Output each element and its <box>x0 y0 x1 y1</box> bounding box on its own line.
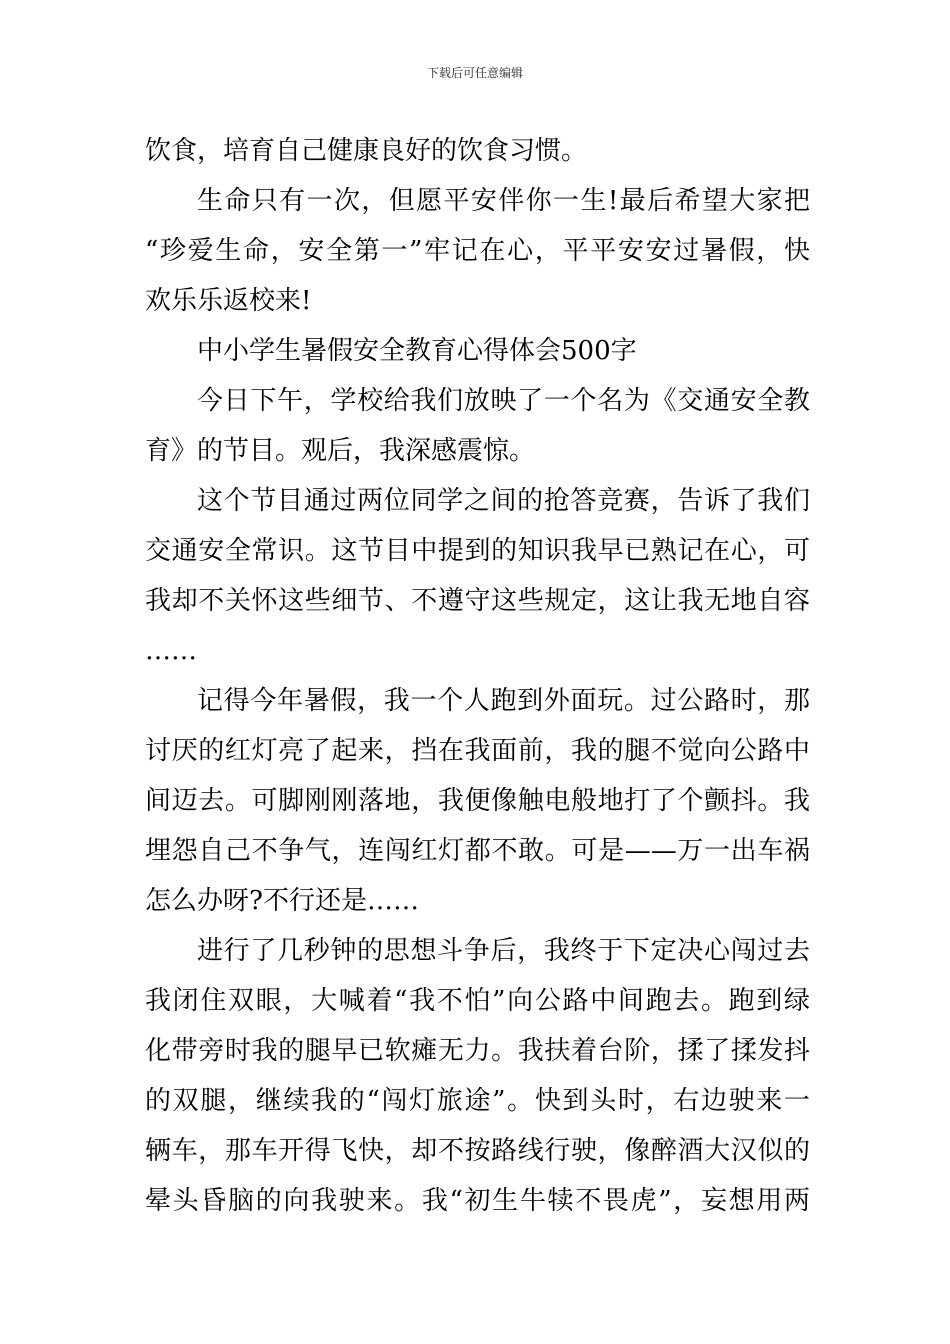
text-line: 进行了几秒钟的思想斗争后，我终于下定决心闯过去 <box>197 936 810 966</box>
text-line: 的双腿，继续我的“闯灯旅途”。快到头时，右边驶来一 <box>145 1086 810 1116</box>
text-line: 埋怨自己不争气，连闯红灯都不敢。可是——万一出车祸 <box>145 836 810 866</box>
section-heading: 中小学生暑假安全教育心得体会500字 <box>197 336 637 366</box>
text-line: 我闭住双眼，大喊着“我不怕”向公路中间跑去。跑到绿 <box>145 986 810 1016</box>
text-line: 交通安全常识。这节目中提到的知识我早已熟记在心，可 <box>145 536 810 566</box>
text-line: 生命只有一次，但愿平安伴你一生!最后希望大家把 <box>197 186 810 216</box>
page-header-note: 下载后可任意编辑 <box>426 66 523 80</box>
text-line: 辆车，那车开得飞快，却不按路线行驶，像醉酒大汉似的 <box>145 1136 810 1166</box>
text-line: 记得今年暑假，我一个人跑到外面玩。过公路时，那 <box>197 686 810 716</box>
text-line: 讨厌的红灯亮了起来，挡在我面前，我的腿不觉向公路中 <box>145 736 810 766</box>
text-line: “珍爱生命，安全第一”牢记在心，平平安安过暑假，快 <box>145 236 810 266</box>
text-line: 今日下午，学校给我们放映了一个名为《交通安全教 <box>197 386 810 416</box>
text-line: 我却不关怀这些细节、不遵守这些规定，这让我无地自容 <box>145 586 810 616</box>
text-line: 欢乐乐返校来! <box>145 286 312 316</box>
body-text <box>145 126 810 1226</box>
text-line: 化带旁时我的腿早已软瘫无力。我扶着台阶，揉了揉发抖 <box>145 1036 810 1066</box>
text-line: 怎么办呀?不行还是…… <box>145 886 419 916</box>
text-line: …… <box>145 636 197 666</box>
text-line: 间迈去。可脚刚刚落地，我便像触电般地打了个颤抖。我 <box>145 786 810 816</box>
text-line: 育》的节目。观后，我深感震惊。 <box>145 436 536 466</box>
text-line: 饮食，培育自己健康良好的饮食习惯。 <box>145 136 588 166</box>
text-line: 晕头昏脑的向我驶来。我“初生牛犊不畏虎”，妄想用两 <box>145 1186 810 1216</box>
text-line: 这个节目通过两位同学之间的抢答竞赛，告诉了我们 <box>197 486 810 516</box>
